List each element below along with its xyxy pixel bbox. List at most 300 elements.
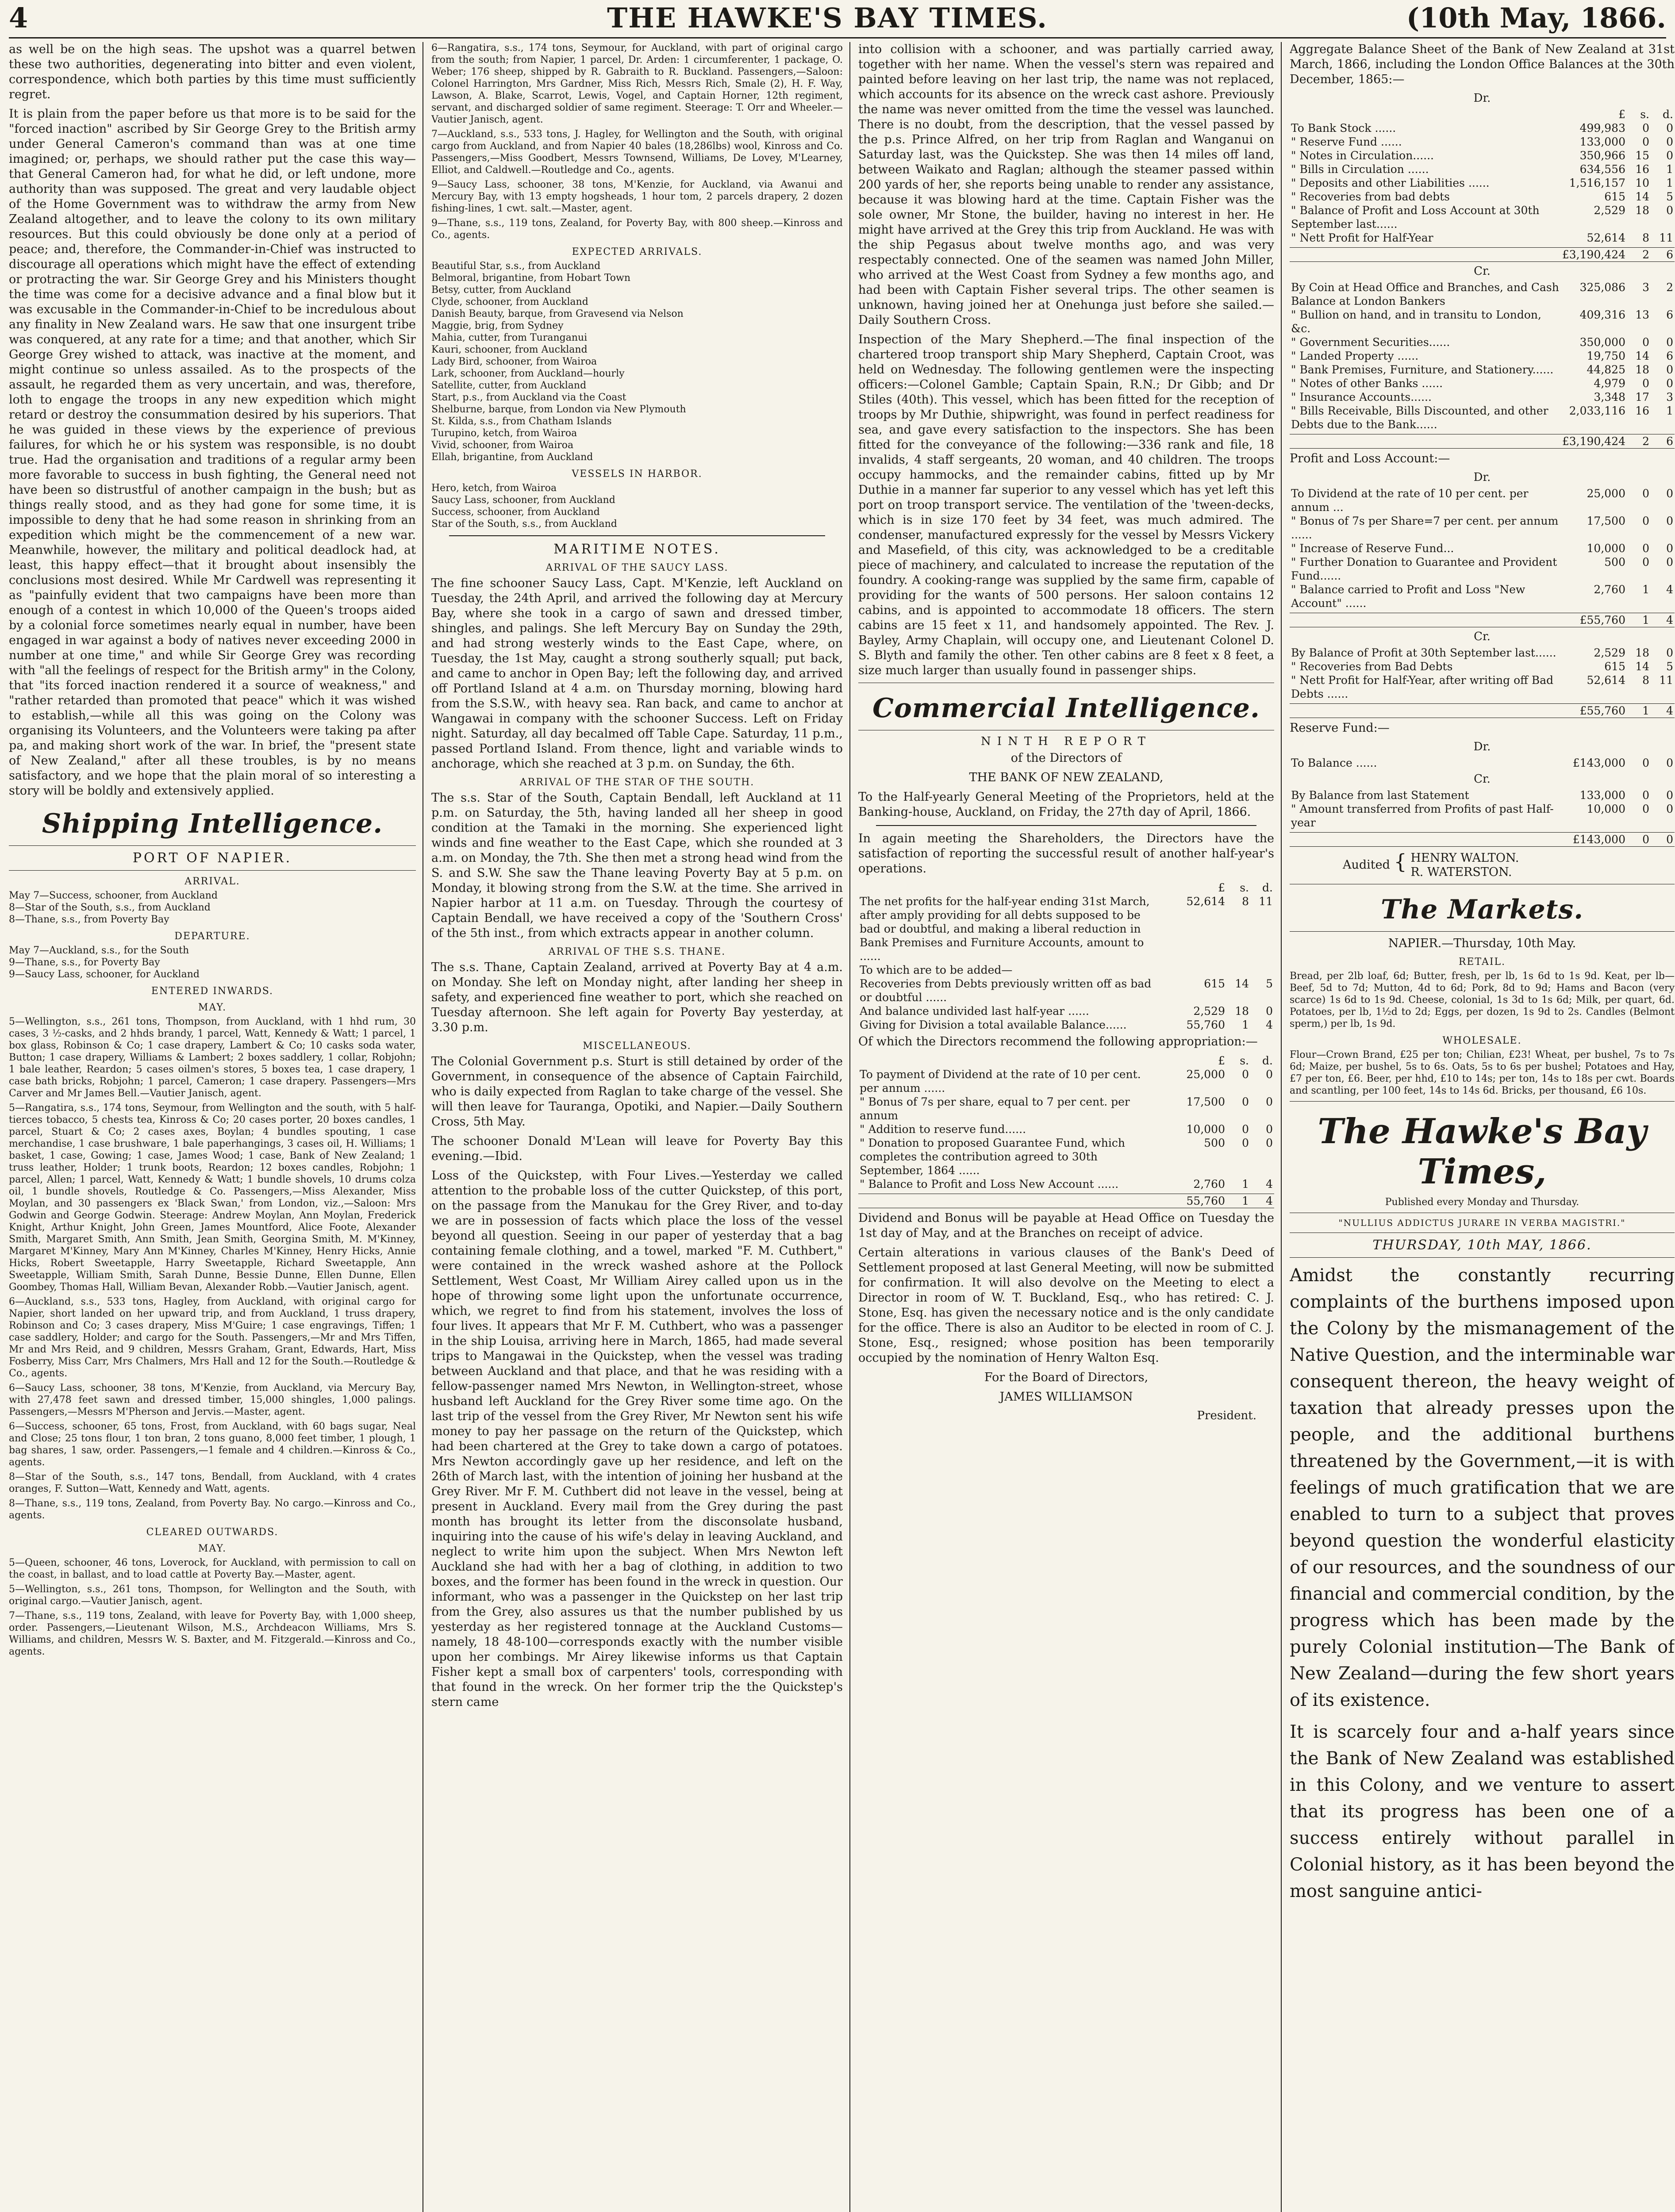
column-rule [1281, 42, 1282, 2212]
row-d: 0 [1266, 1137, 1273, 1149]
row-s: 14 [1635, 190, 1649, 203]
row-d: 0 [1666, 515, 1673, 527]
total-d: 6 [1651, 248, 1675, 262]
list-item: Success, schooner, from Auckland [431, 507, 600, 518]
row-d: 1 [1666, 404, 1673, 417]
row-d: 5 [1266, 977, 1273, 990]
row-d [1250, 963, 1274, 977]
table-row [1290, 231, 1675, 245]
thane-heading: ARRIVAL OF THE S.S. THANE. [548, 946, 726, 957]
list-item: Star of the South, s.s., from Auckland [431, 518, 617, 530]
row-d: 11 [1659, 674, 1673, 687]
list-item: 7—Thane, s.s., 119 tons, Zealand, with leave for Poverty Bay, with 1,000 sheep, order. Passengers,—Lieutenant Wilson, M.S., Archdeacon Williams, Mrs S. Williams, and children, Messrs W. S. Baxter, and M. Fitzgerald.—Kinross and Co., agents. [9, 1610, 416, 1657]
article-paragraph: as well be on the high seas. The upshot was a quarrel betwen these two authorities, degenerating into bitter and even violent, correspondence, which both parties by this time must sufficiently regret. [9, 42, 416, 101]
article-paragraph: The s.s. Star of the South, Captain Bendall, left Auckland at 11 p.m. on Saturday, the 5th, having landed all her sheep in good condition at the Tamaki in the morning. She experienced light winds and fine weather to the East Cape, which she rounded at 3 a.m. on Monday, the 7th. She then met a strong head wind from the S. and S.W. She saw the Thane leaving Poverty Bay at 5 p.m. on Monday, it blowing strong from the S.W. at the time. She arrived in Napier harbor at 11 a.m. on Tuesday. Through the courtesy of Captain Bendall, we have received a copy of the 'Southern Cross' of the 5th inst., from which extracts appear in another column. [431, 791, 843, 940]
section-heading-commercial: Commercial Intelligence. [872, 693, 1260, 724]
retail-heading: RETAIL. [1458, 956, 1506, 968]
col-head-s: s. [1240, 881, 1249, 894]
row-s: 0 [1242, 1123, 1249, 1136]
signatory-name: JAMES WILLIAMSON [999, 1390, 1133, 1404]
balance-sheet-heading: Aggregate Balance Sheet of the Bank of New Zealand at 31st March, 1866, including the London Office Balances at the 30th December, 1865:— [1290, 42, 1675, 86]
row-s: 14 [1635, 660, 1649, 673]
row-s: 0 [1642, 556, 1649, 568]
list-item: 7—Auckland, s.s., 533 tons, J. Hagley, for Wellington and the South, with original cargo from Auckland, and from Napier 40 bales (18,286lbs) wool, Kinross and Co. Passengers,—Miss Goodbert, Messrs Townsend, Williams, De Lovey, M'Learney, Elliot, and Caldwell.—Routledge and Co., agents. [431, 129, 843, 176]
article-paragraph: The Colonial Government p.s. Sturt is still detained by order of the Government, in consequence of the absence of Captain Fairchild, who is daily expected from Raglan to take charge of the vessel. She will then leave for Tauranga, Opotiki, and Napier.—Daily Southern Cross, 5th May. [431, 1055, 843, 1129]
row-amt: 19,750 [1587, 349, 1625, 362]
row-label: To Dividend at the rate of 10 per cent. per annum ... [1291, 487, 1529, 514]
table-row [1290, 390, 1675, 404]
article-paragraph: into collision with a schooner, and was partially carried away, together with her name. When the vessel's stern was repaired and painted before leaving on her last trip, the name was not replaced, which accounts for its absence on the wreck cast ashore. Previously the name was never omitted from the time the vessel was launched. There is no doubt, from the description, that the vessel passed by the p.s. Prince Alfred, on her trip from Raglan and Wanganui on Saturday last, was the Quickstep. She was then 14 miles off land, between Waikato and Raglan; although the steamer passed within 200 yards of her, she reports being unable to render any assistance, because it was blowing hard at the time. Captain Fisher was the sole owner, Mr Stone, the builder, having no interest in her. He might have arrived at the Grey this trip from Auckland. He was with the ship Pegasus about twelve months ago, and was very respectably connected. One of the seamen was named John Miller, who arrived at the West Coast from Sydney a few months ago, and had been with Captain Fisher several trips. The other seamen is unknown, having joined her at Onehunga just before she sailed.—Daily Southern Cross. [858, 42, 1274, 327]
table-row [1290, 583, 1675, 610]
harbor-list [431, 482, 843, 530]
row-d: 1 [1666, 177, 1673, 189]
appropriation-total [858, 1194, 1274, 1208]
appropriation-intro: Of which the Directors recommend the following appropriation:— [858, 1035, 1258, 1048]
row-label: " Recoveries from Bad Debts [1291, 660, 1453, 673]
list-item: Clyde, schooner, from Auckland [431, 296, 588, 307]
list-item: Lark, schooner, from Auckland—hourly [431, 368, 625, 379]
row-s: 16 [1635, 163, 1649, 176]
table-row [1290, 660, 1675, 673]
row-s: 0 [1642, 336, 1649, 349]
col-head-s: s. [1640, 108, 1649, 121]
article-paragraph: The schooner Donald M'Lean will leave for Poverty Bay this evening.—Ibid. [431, 1134, 843, 1163]
row-d: 6 [1666, 308, 1673, 321]
col-head-d: d. [1663, 108, 1673, 121]
row-amt: 2,529 [1594, 646, 1625, 659]
brace-glyph: { [1394, 849, 1407, 874]
row-amt [1162, 963, 1226, 977]
row-d: 4 [1666, 583, 1673, 596]
total-amount: £3,190,424 [1561, 434, 1627, 449]
row-label: " Nett Profit for Half-Year [1291, 231, 1433, 244]
balance-cr-total [1290, 434, 1675, 449]
list-item: Mahia, cutter, from Turanganui [431, 332, 588, 343]
row-label: " Bank Premises, Furniture, and Stationery...... [1291, 363, 1554, 376]
row-amt: 2,760 [1193, 1178, 1225, 1190]
pl-cr-table [1290, 646, 1675, 701]
row-d: 11 [1659, 231, 1673, 244]
row-amt: 17,500 [1186, 1095, 1225, 1108]
dr-label: Dr. [1473, 92, 1491, 105]
dividend-note: Dividend and Bonus will be payable at Head Office on Tuesday the 1st day of May, and at the Branches on receipt of advice. [858, 1211, 1274, 1240]
row-label: " Balance carried to Profit and Loss "New Account" ...... [1291, 583, 1525, 610]
entered-heading: ENTERED INWARDS. [151, 986, 274, 997]
table-row [1290, 248, 1675, 262]
list-item: Betsy, cutter, from Auckland [431, 284, 571, 296]
row-label: " Addition to reserve fund...... [860, 1123, 1026, 1136]
row-amt: 2,529 [1594, 204, 1625, 217]
report-intro: In again meeting the Shareholders, the Directors have the satisfaction of reporting the successful result of another half-year's operations. [858, 832, 1274, 876]
list-item: Turupino, ketch, from Wairoa [431, 428, 577, 439]
table-row [1290, 121, 1675, 135]
list-item: 9—Thane, s.s., 119 tons, Zealand, for Poverty Bay, with 800 sheep.—Kinross and Co., agents. [431, 218, 843, 241]
row-amt: 2,529 [1193, 1005, 1225, 1018]
editorial-paragraph: Amidst the constantly recurring complaints of the burthens imposed upon the Colony by the mismanagement of the Native Question, and the interminable war consequent thereon, the heavy weight of taxation that already presses upon the people, and the additional burthens threatened by the Government,—it is with feelings of much gratification that we are enabled to turn to a subject that proves beyond question the wonderful elasticity of our resources, and the soundness of our financial and commercial condition, by the progress which has been made by the purely Colonial institution—The Bank of New Zealand—during the few short years of its existence. [1290, 1265, 1675, 1710]
row-amt: 350,966 [1579, 149, 1625, 162]
row-d: 0 [1666, 204, 1673, 217]
row-s: 0 [1642, 122, 1649, 134]
section-heading-markets: The Markets. [1380, 894, 1584, 925]
row-label: " Balance of Profit and Loss Account at 30th September last...... [1291, 204, 1540, 230]
row-s: 15 [1635, 149, 1649, 162]
row-s: 0 [1242, 1095, 1249, 1108]
cr-label: Cr. [1474, 265, 1491, 278]
row-amt: 17,500 [1587, 515, 1625, 527]
row-amt: 133,000 [1579, 789, 1625, 802]
table-row [1290, 541, 1675, 555]
total-amount: £143,000 [1562, 833, 1627, 847]
list-item: Start, p.s., from Auckland via the Coast [431, 392, 626, 403]
row-label: By Balance of Profit at 30th September last...... [1291, 646, 1556, 659]
report-addressee: To the Half-yearly General Meeting of the Proprietors, held at the Banking-house, Auckland, on Friday, the 27th day of April, 1866. [858, 790, 1274, 819]
table-row [1290, 376, 1675, 390]
table-row [1290, 756, 1675, 770]
list-item: Lady Bird, schooner, from Wairoa [431, 356, 597, 367]
row-amt: 55,760 [1186, 1018, 1225, 1031]
row-label: " Bullion on hand, and in transitu to London, &c. [1291, 308, 1541, 335]
row-label: To Balance ...... [1291, 757, 1377, 769]
row-s: 1 [1242, 1018, 1249, 1031]
total-d: 4 [1250, 1194, 1274, 1208]
cr-label: Cr. [1474, 630, 1491, 643]
auditor-name: R. WATERSTON. [1410, 865, 1512, 879]
page-masthead [9, 0, 1666, 38]
list-item: Ellah, brigantine, from Auckland [431, 452, 593, 463]
newspaper-title: THE HAWKE'S BAY TIMES. [607, 2, 1048, 34]
table-row [1290, 487, 1675, 514]
row-amt: 52,614 [1587, 231, 1625, 244]
row-d: 0 [1666, 487, 1673, 500]
total-amount: £3,190,424 [1561, 248, 1627, 262]
table-row [858, 1068, 1274, 1095]
markets-subheading: NAPIER.—Thursday, 10th May. [1388, 937, 1576, 950]
total-d: 0 [1651, 833, 1675, 847]
table-header-row [1290, 108, 1675, 121]
list-item: 5—Rangatira, s.s., 174 tons, Seymour, from Wellington and the south, with 5 half-tierces tobacco, 5 chests tea, Kinross & Co; 20 cases porter, 20 boxes candles, 1 parcel, Stuart & Co; 2 cases axes, Boylan; 4 bundles spouting, 1 case merchandise, 1 case brushware, 1 bale paperhangings, 3 cases oil, H. Williams; 1 basket, 1 case, Gowing; 1 case, James Wood; 1 case, Bank of New Zealand; 1 truss leather, Holder; 1 trunk boots, Reardon; 12 boxes candles, Robjohn; 1 parcel, Allen; 1 parcel, Watt, Kennedy & Watt; 1 bundle shovels, 10 drums colza oil, 1 bundle shovels, Routledge & Co. Passengers,—Miss Alexander, Miss Moylan, and 30 passengers ex 'Black Swan,' from London, viz.,—Saloon: Mrs Godwin and George Godwin. Steerage: Andrew Moylan, Ann Moylan, Frederick Knight, Arthur Knight, John Green, James Mountford, Alice Foote, Alexander Smith, Margaret Smith, Ann Smith, Jean Smith, Georgina Smith, M. M'Kinney, Margaret M'Kinney, Mary Ann M'Kinney, Charles M'Kinney, Henry Hicks, Annie Hicks, Robert Sweetapple, Harry Sweetapple, Richard Sweetapple, Ann Sweetapple, William Smith, Sarah Dunne, Bessie Dunne, Ellen Dunne, Ellen Goombey, Thomas Hall, William Bevan, Alexander Robb.—Vautier Janisch, agent. [9, 1102, 416, 1293]
row-amt: 634,556 [1579, 163, 1625, 176]
list-item: 6—Saucy Lass, schooner, 38 tons, M'Kenzie, from Auckland, via Mercury Bay, with 27,478 feet sawn and dressed timber, 15,000 shingles, 1,000 palings. Passengers,—Messrs M'Pherson and Jervis.—Master, agent. [9, 1382, 416, 1417]
balance-dr-table [1290, 108, 1675, 245]
total-s: 1 [1226, 1194, 1250, 1208]
list-item: Satellite, cutter, from Auckland [431, 380, 587, 391]
table-row [858, 895, 1274, 963]
row-label: " Balance to Profit and Loss New Account ...... [860, 1178, 1119, 1190]
row-label: Recoveries from Debts previously written off as bad or doubtful ...... [860, 977, 1152, 1004]
total-amount: 55,760 [1162, 1194, 1226, 1208]
editorial-paragraph: It is scarcely four and a-half years since the Bank of New Zealand was established in this Colony, and we venture to assert that its progress has been one of a success entirely without parallel in Colonial history, as it has been beyond the most sanguine antici- [1290, 1722, 1675, 1901]
row-d: 3 [1666, 391, 1673, 403]
col-head-pound: £ [1218, 1054, 1225, 1067]
table-row [1290, 514, 1675, 541]
table-row [1290, 280, 1675, 308]
row-s: 1 [1242, 1178, 1249, 1190]
table-row [1290, 335, 1675, 349]
total-amount: £55,760 [1562, 704, 1627, 718]
alterations-note: Certain alterations in various clauses of the Bank's Deed of Settlement proposed at last General Meeting, will now be submitted for confirmation. It will also devolve on the Meeting to elect a Director in room of W. T. Buckland, Esq., who has retired: C. J. Stone, Esq. has given the necessary notice and is the only candidate for the office. There is also an Auditor to be elected in room of C. J. Stone, Esq., resigned; whose position has been temporarily occupied by the nomination of Henry Walton Esq. [858, 1246, 1274, 1365]
balance-cr-table [1290, 280, 1675, 431]
row-label: Giving for Division a total available Balance...... [860, 1018, 1127, 1031]
table-row [1290, 190, 1675, 204]
list-item: 6—Auckland, s.s., 533 tons, Hagley, from Auckland, with original cargo for Napier, short landed on her upward trip, and from Auckland, 1 truss drapery, Robinson and Co; 3 cases drapery, Miss M'Guire; 1 case engravings, Tiffen; 1 case saddlery, Holder; and cargo for the South. Passengers,—Mr and Mrs Tiffen, Mr and Mrs Reid, and 9 children, Messrs Graham, Grant, Edwards, Hart, Miss Fosberry, Miss Carr, Mrs Chalmers, Mrs Hall and 12 for the South.—Routledge & Co., agents. [9, 1296, 416, 1379]
table-row [1290, 434, 1675, 449]
divider [1290, 931, 1675, 932]
issue-date: (10th May, 1866. [1406, 2, 1666, 34]
list-item: Vivid, schooner, from Wairoa [431, 440, 574, 451]
col-head-pound: £ [1618, 108, 1625, 121]
list-item: Shelburne, barque, from London via New Plymouth [431, 404, 686, 415]
row-s: 18 [1235, 1005, 1249, 1018]
row-amt: 133,000 [1579, 135, 1625, 148]
table-row [1290, 673, 1675, 701]
row-d: 0 [1666, 135, 1673, 148]
publication-note: Published every Monday and Thursday. [1385, 1197, 1579, 1208]
row-amt: 25,000 [1587, 487, 1625, 500]
row-d: 0 [1666, 149, 1673, 162]
row-d: 0 [1266, 1068, 1273, 1081]
cleared-heading: CLEARED OUTWARDS. [146, 1527, 279, 1538]
list-item: St. Kilda, s.s., from Chatham Islands [431, 416, 612, 427]
row-s: 0 [1642, 803, 1649, 815]
row-amt: 500 [1204, 1137, 1225, 1149]
row-s: 13 [1635, 308, 1649, 321]
row-s: 8 [1242, 895, 1249, 908]
pl-heading: Profit and Loss Account:— [1290, 452, 1450, 465]
column-1 [9, 42, 416, 2212]
divider [1290, 1257, 1675, 1258]
row-s: 3 [1642, 281, 1649, 294]
saucy-heading: ARRIVAL OF THE SAUCY LASS. [546, 562, 729, 573]
signatory-title: President. [1197, 1409, 1256, 1422]
pl-dr-table [1290, 487, 1675, 610]
row-label: " Recoveries from bad debts [1291, 190, 1450, 203]
row-s: 17 [1635, 391, 1649, 403]
row-s: 0 [1642, 542, 1649, 555]
row-amt: 10,000 [1186, 1123, 1225, 1136]
row-label: And balance undivided last half-year ...... [860, 1005, 1089, 1018]
table-header-row [858, 881, 1274, 895]
list-item: 9—Saucy Lass, schooner, for Auckland [9, 969, 200, 980]
row-d: 0 [1266, 1095, 1273, 1108]
list-item: 8—Thane, s.s., 119 tons, Zealand, from Poverty Bay. No cargo.—Kinross and Co., agents. [9, 1498, 416, 1521]
row-label: " Amount transferred from Profits of past Half-year [1291, 803, 1554, 829]
reserve-cr-table [1290, 788, 1675, 830]
row-label: By Coin at Head Office and Branches, and Cash Balance at London Bankers [1291, 281, 1559, 307]
section-heading-shipping: Shipping Intelligence. [42, 808, 383, 839]
row-s: 0 [1242, 1068, 1249, 1081]
row-amt: 52,614 [1186, 895, 1225, 908]
table-row [1290, 833, 1675, 847]
table-row [1290, 802, 1675, 830]
row-label: " Notes in Circulation...... [1291, 149, 1434, 162]
list-item: Belmoral, brigantine, from Hobart Town [431, 273, 630, 284]
row-s: 0 [1642, 515, 1649, 527]
reserve-cr-total [1290, 832, 1675, 847]
row-s: 14 [1235, 977, 1249, 990]
row-amt: 4,979 [1594, 377, 1625, 390]
list-item: 9—Thane, s.s., for Poverty Bay [9, 957, 160, 968]
list-item: Hero, ketch, from Wairoa [431, 483, 557, 494]
audited-block [1343, 851, 1675, 879]
page-number: 4 [9, 2, 28, 34]
row-d: 6 [1666, 349, 1673, 362]
balance-dr-total [1290, 247, 1675, 262]
row-d: 0 [1666, 336, 1673, 349]
column-2 [431, 42, 843, 2212]
divider [9, 870, 416, 871]
list-item: 6—Success, schooner, 65 tons, Frost, from Auckland, with 60 bags sugar, Neal and Close; 25 tons flour, 1 ton bran, 2 tons guano, 8,000 feet timber, 1 plough, 1 bag shares, 1 saw, order. Passengers,—1 female and 4 children.—Kinross & Co., agents. [9, 1421, 416, 1468]
row-label: " Bonus of 7s per Share=7 per cent. per annum ...... [1291, 515, 1559, 541]
total-s: 2 [1627, 248, 1651, 262]
row-label: " Landed Property ...... [1291, 349, 1419, 362]
row-d: 0 [1666, 377, 1673, 390]
row-amt: £143,000 [1572, 757, 1625, 769]
row-s: 18 [1635, 646, 1649, 659]
row-label: " Bills Receivable, Bills Discounted, and other Debts due to the Bank...... [1291, 404, 1548, 431]
row-s: 0 [1642, 487, 1649, 500]
table-row [1290, 704, 1675, 718]
appropriation-table [858, 1054, 1274, 1191]
row-amt: 499,983 [1579, 122, 1625, 134]
list-item: 8—Thane, s.s., from Poverty Bay [9, 914, 169, 925]
expected-heading: EXPECTED ARRIVALS. [572, 246, 703, 257]
row-d: 0 [1666, 556, 1673, 568]
list-item: Kauri, schooner, from Auckland [431, 344, 588, 355]
row-label: By Balance from last Statement [1291, 789, 1469, 802]
table-row [1290, 349, 1675, 363]
table-row [858, 1177, 1274, 1191]
retail-prices: Bread, per 2lb loaf, 6d; Butter, fresh, per lb, 1s 6d to 1s 9d. Keat, per lb—Beef, 5d to 7d; Mutton, 4d to 6d; Pork, 8d to 9d; Hams and Bacon (very scarce) 1s 6d to 1s 9d. Cheese, colonial, 1s 3d to 1s 6d; Milk, per quart, 6d. Potatoes, per lb, 1½d to 2d; Eggs, per dozen, 1s 9d to 2s. Candles (Belmont sperm,) per lb, 1s 9d. [1290, 971, 1675, 1029]
harbor-heading: VESSELS IN HARBOR. [572, 469, 703, 480]
row-label: To payment of Dividend at the rate of 10 per cent. per annum ...... [860, 1068, 1141, 1094]
pl-dr-total [1290, 613, 1675, 627]
row-s: 0 [1242, 1137, 1249, 1149]
table-row [1290, 204, 1675, 231]
row-amt: 1,516,157 [1569, 177, 1625, 189]
article-paragraph: Inspection of the Mary Shepherd.—The final inspection of the chartered troop transport ship Mary Shepherd, Captain Croot, was held on Wednesday. The following gentlemen were the inspecting officers:—Colonel Gamble; Captain Spain, R.N.; Dr Gibb; and Dr Stiles (40th). This vessel, which has been fitted for the reception of troops by Mr Duthie, shipwright, was found in perfect readiness for sea, and gave every satisfaction to the inspectors. She has been fitted for the conveyance of the following:—336 rank and file, 18 invalids, 4 staff sergeants, 20 woman, and 40 children. The troops occupy hammocks, and the remainder cabins, fitted up by Mr Duthie in a manner far superior to any vessel which has yet left this port on troop transport service. The ventilation of the 'tween-decks, which is in size 170 feet by 34 feet, was much admired. The condenser, manufactured expressly for the vessel by Messrs Vickery and Masefield, of this city, was acknowledged to be a creditable piece of machinery, and calculated to increase the reputation of the foundry. A cooking-range was supplied by the same firm, capable of providing for the wants of 500 persons. Her saloon contains 12 cabins, and is appointed to accommodate 18 officers. The stern cabins are 15 feet x 11, and handsomely appointed. The Rev. J. Bayley, Army Chaplain, will occupy one, and Lieutenant Colonel D. S. Blyth and family the other. Ten other cabins are 8 feet x 8 feet, a size much larger than usually found in passenger ships. [858, 333, 1274, 677]
divider [9, 845, 416, 846]
total-d: 4 [1651, 613, 1675, 627]
row-label: " Bills in Circulation ...... [1291, 163, 1429, 176]
column-4 [1290, 42, 1675, 2212]
row-s: 0 [1642, 135, 1649, 148]
reserve-heading: Reserve Fund:— [1290, 721, 1390, 735]
reserve-dr-table [1290, 756, 1675, 770]
column-rule [849, 42, 850, 2212]
list-item: 5—Queen, schooner, 46 tons, Loverock, for Auckland, with permission to call on the coast, in ballast, and to load cattle at Poverty Bay.—Master, agent. [9, 1557, 416, 1580]
table-row [1290, 613, 1675, 627]
audited-label: Audited [1343, 858, 1390, 872]
row-label: " Increase of Reserve Fund... [1291, 542, 1454, 555]
dr-label: Dr. [1473, 740, 1491, 753]
table-row [858, 963, 1274, 977]
list-item: 5—Wellington, s.s., 261 tons, Thompson, from Auckland, with 1 hhd rum, 30 cases, 3 ½-casks, and 2 hhds brandy, 1 parcel, Watt, Kennedy & Watt; 1 parcel, 1 box glass, Robinson & Co; 1 case drapery, Lambert & Co; 10 casks soda water, Button; 1 case drapery, Williams & Lambert; 2 boxes saddlery, 1 collar, Robjohn; 1 bale leather, Reardon; 5 cases oilmen's stores, 5 boxes tea, 1 case drapery, 1 case bath bricks, Robjohn; 1 parcel, Cameron; 1 case drapery. Passengers—Mrs Carver and Mr James Bell.—Vautier Janisch, agent. [9, 1016, 416, 1099]
row-d: 0 [1666, 789, 1673, 802]
row-label: " Bonus of 7s per share, equal to 7 per cent. per annum [860, 1095, 1130, 1122]
col-head-d: d. [1262, 1054, 1273, 1067]
list-item: 8—Star of the South, s.s., 147 tons, Bendall, from Auckland, with 4 crates oranges, F. Sutton—Watt, Kennedy and Watt, agents. [9, 1471, 416, 1494]
row-d: 1 [1666, 163, 1673, 176]
row-label: " Government Securities...... [1291, 336, 1450, 349]
row-s: 18 [1635, 204, 1649, 217]
row-amt: 325,086 [1579, 281, 1625, 294]
row-amt: 3,348 [1594, 391, 1625, 403]
row-d: 2 [1666, 281, 1673, 294]
report-title: NINTH REPORT [981, 735, 1152, 748]
total-amount: £55,760 [1562, 613, 1627, 627]
cleared-month: MAY. [198, 1543, 227, 1554]
total-s: 1 [1627, 613, 1651, 627]
table-row [1290, 135, 1675, 149]
row-amt: 350,000 [1579, 336, 1625, 349]
row-d: 0 [1666, 803, 1673, 815]
wholesale-prices: Flour—Crown Brand, £25 per ton; Chilian, £23! Wheat, per bushel, 7s to 7s 6d; Maize, per bushel, 5s to 6s. Oats, 5s to 6s per bushel; Potatoes and Hay, £7 per ton, £6. Beer, per hhd, £10 to 14s; per ton, 14s to 18s per cwt. Boards and scantling, per 100 feet, 14s to 14s 6d. Bricks, per thousand, £6 10s. [1290, 1049, 1675, 1096]
row-s: 10 [1635, 177, 1649, 189]
times-title: The Hawke's Bay Times, [1318, 1111, 1647, 1192]
table-row [1290, 176, 1675, 190]
row-d: 0 [1266, 1005, 1273, 1018]
row-amt: 25,000 [1186, 1068, 1225, 1081]
star-heading: ARRIVAL OF THE STAR OF THE SOUTH. [519, 777, 755, 788]
column-3 [858, 42, 1274, 2212]
dr-label: Dr. [1473, 471, 1491, 484]
row-label: " Reserve Fund ...... [1291, 135, 1402, 148]
total-s: 2 [1627, 434, 1651, 449]
row-label: The net profits for the half-year ending 31st March, after amply providing for all debts supposed to be bad or doubtful, and making a liberal reduction in Bank Premises and Furniture Accounts, amount to ...... [860, 895, 1150, 963]
divider [449, 535, 825, 536]
table-row [1290, 555, 1675, 583]
row-label: " Nett Profit for Half-Year, after writing off Bad Debts ...... [1291, 674, 1554, 700]
col-head-pound: £ [1218, 881, 1225, 894]
table-row [1290, 149, 1675, 162]
list-item: Beautiful Star, s.s., from Auckland [431, 261, 601, 272]
article-paragraph: It is plain from the paper before us that more is to be said for the "forced inaction" ascribed by Sir George Grey to the British army under General Cameron's command than was at one time imagined; or, perhaps, we should rather put the case this way—that General Cameron had, for what he did, or left undone, more authority than was supposed. The great and very laudable object of the Home Government was to withdraw the army from New Zealand altogether, and to leave the colony to its own military resources. But this could obviously be done only at a period of peace; and, therefore, the Commander-in-Chief was instructed to discourage all operations which might have the effect of extending or protracting the war. Sir George Grey and his Ministers thought the time was come for a decisive advance and a final blow but it was excusable in the Commander-in-Chief to be incredulous about any finality in New Zealand wars. He saw that one insurgent tribe was conquered, at any rate for a time; and that another, which Sir George Grey wished to attack, was inactive at the moment, and might continue so unless assailed. As to the prospects of the assault, he regarded them as very uncertain, and was, therefore, loth to engage the troops in any new expedition which might retard or destroy the consummation desired by his superiors. That he was guided in these views by the experience of previous failures, for which he or his system was responsible, is no doubt true. Had the organisation and traditions of a regular army been more favorable to success in bush fighting, the General need not have been so distrustful of another campaign in the bush; but as things really stood, and as they had gone for some time, it is impossible to deny that he had some reason in shrinking from an expedition which might be the commencement of a new war. Meanwhile, however, the military and political deadlock had, at least, this happy effect—that it brought about insensibly the conclusions most desired. While Mr Cardwell was representing it as "painfully evident that two campaigns have been more than enough of a contest in which 10,000 of the Queen's troops aided by a colonial force sometimes nearly equal in number, have been engaged in war against a body of natives never exceeding 2000 in number at one time," and while Sir George Grey was recording with "all the feelings of respect for the British army" in the Colony, that "its forced inaction rendered it a source of weakness," and "rather retarded than promoted that peace" which it was wished to establish,—while all this was going on the Colony was organising its Volunteers, and the Volunteers were taking pa after pa, and making short work of the war. In brief, the "present state of New Zealand," after all these troubles, is by no means satisfactory, and we hope that the plain moral of so interesting a story will be boldly and extensively applied. [9, 107, 416, 798]
bank-name: THE BANK OF NEW ZEALAND, [969, 771, 1164, 784]
total-d: 4 [1651, 704, 1675, 718]
row-amt: 44,825 [1587, 363, 1625, 376]
row-s: 16 [1635, 404, 1649, 417]
table-row [1290, 162, 1675, 176]
row-s: 0 [1642, 377, 1649, 390]
row-d: 0 [1666, 757, 1673, 769]
row-s: 8 [1642, 231, 1649, 244]
arrival-list [9, 890, 416, 926]
row-s: 18 [1635, 363, 1649, 376]
article-paragraph: The fine schooner Saucy Lass, Capt. M'Kenzie, left Auckland on Tuesday, the 24th April, and arrived the following day at Mercury Bay, where she took in a cargo of sawn and dressed timber, shingles, and palings. She left Mercury Bay on Sunday the 29th, and had strong westerly winds to the East Cape, where, on Tuesday, the 1st May, caught a strong southerly squall; put back, and came to anchor in Open Bay; left the following day, and arrived off Portland Island at 4 a.m. on Thursday morning, blowing hard from the S.S.W., with heavy sea. Ran back, and came to anchor at Wangawai in company with the schooner Success. Left on Friday night. Saturday, all day becalmed off Table Cape. Saturday, 11 p.m., passed Portland Island. From thence, light and variable winds to anchorage, which she reached at 3 p.m. on Sunday, the 6th. [431, 576, 843, 771]
expected-list [431, 260, 843, 463]
row-d: 0 [1266, 1123, 1273, 1136]
row-d: 4 [1266, 1178, 1273, 1190]
row-d: 5 [1666, 190, 1673, 203]
departure-heading: DEPARTURE. [174, 931, 250, 942]
table-header-row [858, 1054, 1274, 1068]
row-amt: 52,614 [1587, 674, 1625, 687]
pl-cr-total [1290, 703, 1675, 718]
list-item: May 7—Success, schooner, from Auckland [9, 890, 218, 901]
row-label: To which are to be added— [860, 964, 1013, 976]
total-d: 6 [1651, 434, 1675, 449]
row-amt: 615 [1204, 977, 1225, 990]
misc-heading: MISCELLANEOUS. [583, 1041, 692, 1052]
arrival-heading: ARRIVAL. [184, 876, 240, 887]
row-s: 1 [1642, 583, 1649, 596]
entered-month: MAY. [198, 1002, 227, 1013]
list-item: May 7—Auckland, s.s., for the South [9, 945, 189, 956]
total-s: 1 [1627, 704, 1651, 718]
maritime-heading: MARITIME NOTES. [553, 541, 721, 557]
row-d: 0 [1666, 542, 1673, 555]
table-row [858, 1018, 1274, 1032]
